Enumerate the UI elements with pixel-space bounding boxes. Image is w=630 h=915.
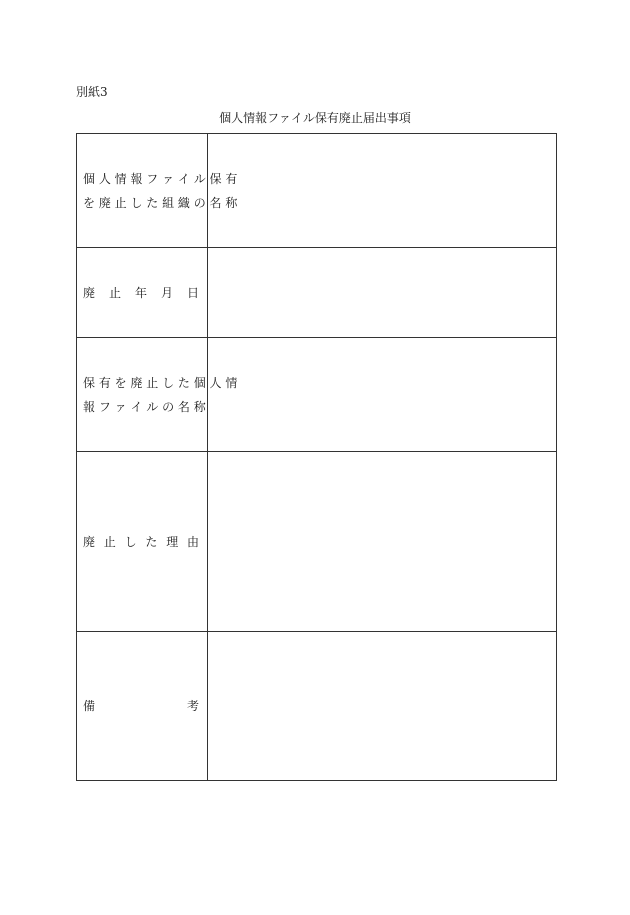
- table-row-file-name: [77, 338, 557, 452]
- value-cell-abolition-reason[interactable]: [208, 452, 557, 632]
- row-label-abolition-reason: [77, 452, 208, 632]
- form-table: [76, 133, 557, 781]
- row-label-abolition-date: [77, 248, 208, 338]
- label-line: 報 フ ァ イ ル の 名 称: [83, 399, 206, 414]
- value-cell-abolition-date[interactable]: [208, 248, 557, 338]
- label-line: 備 考: [83, 699, 199, 713]
- value-cell-file-name[interactable]: [208, 338, 557, 452]
- row-label-organization-name: [77, 134, 238, 248]
- value-cell-organization-name[interactable]: [208, 134, 557, 248]
- table-row-abolition-date: [77, 248, 557, 338]
- table-row-organization-name: [77, 134, 557, 248]
- row-label-file-name: [77, 338, 238, 452]
- annex-label: 別紙3: [76, 85, 108, 99]
- label-line: 個 人 情 報 フ ァ イ ル 保 有: [83, 171, 238, 186]
- table-row-remarks: [77, 632, 557, 781]
- table-row-abolition-reason: [77, 452, 557, 632]
- label-line: を 廃 止 し た 組 織 の 名 称: [83, 195, 238, 210]
- row-label-remarks: [77, 632, 208, 781]
- label-line: 保 有 を 廃 止 し た 個 人 情: [83, 375, 238, 390]
- label-line: 廃 止 し た 理 由: [83, 534, 199, 549]
- value-cell-remarks[interactable]: [208, 632, 557, 781]
- document-title: 個人情報ファイル保有廃止届出事項: [219, 111, 411, 125]
- label-line: 廃 止 年 月 日: [83, 285, 199, 300]
